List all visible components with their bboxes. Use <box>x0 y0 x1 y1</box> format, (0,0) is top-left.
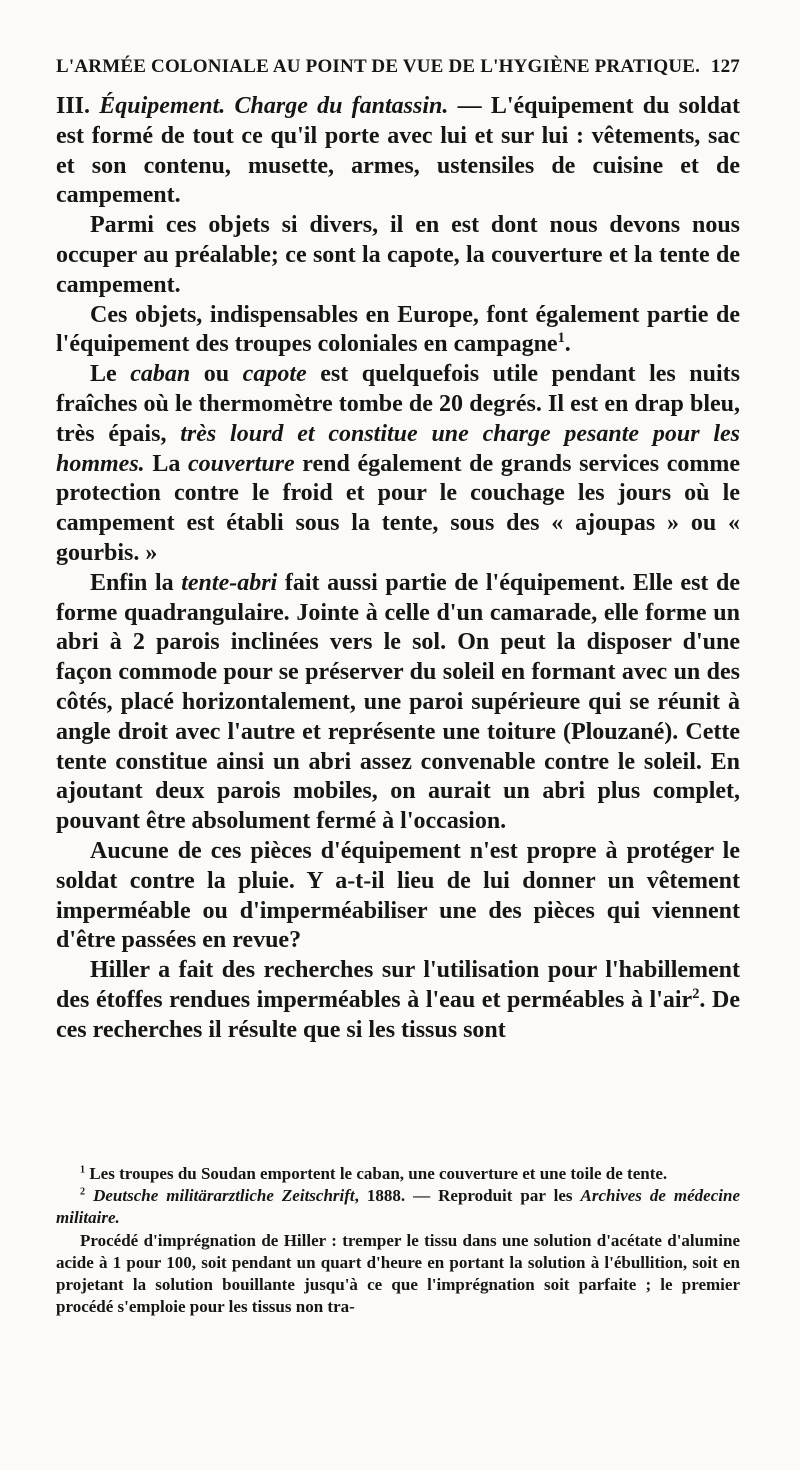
footnote-mark-2: 2 <box>80 1186 86 1198</box>
main-text <box>56 92 740 1046</box>
section-number: III. <box>56 93 91 119</box>
emphasis-charge: très lourd et constitue une charge pesante pour les hommes. <box>56 420 740 477</box>
paragraph-5-seg-1: Enfin la <box>90 569 182 596</box>
footnote-1 <box>56 1163 740 1185</box>
footnote-1-text: Les troupes du Soudan emportent le caban, une couverture et une toile de tente. <box>85 1164 668 1183</box>
paragraph-4-seg-2: ou <box>190 361 243 388</box>
footnote-2-text: , 1888. — Reproduit par les <box>354 1186 581 1206</box>
section-heading: Équipement. Charge du fantassin. <box>99 93 449 119</box>
paragraph-4-seg-5: rend également de grands services comme protection contre le froid et pour le couchage les jours où le campement est établi sous la tente, sous des « ajoupas » ou « gourbis. » <box>56 450 740 566</box>
footnote-ref-2: 2 <box>692 985 700 1002</box>
paragraph-7-text: Hiller a fait des recherches sur l'utilisation pour l'habillement des étoffes rendues imperméables à l'eau et perméables à l'air <box>56 957 740 1013</box>
page-number: 127 <box>710 56 740 77</box>
paragraph-2: Parmi ces objets si divers, il en est dont nous devons nous occuper au préalable; ce sont la capote, la couverture et la tente de campement. <box>56 212 740 298</box>
footnote-mark-1: 1 <box>80 1164 86 1176</box>
archives-title: Archives de médecine militaire. <box>56 1186 741 1228</box>
paragraph-5-seg-2: fait aussi partie de l'équipement. Elle est de forme quadrangulaire. Jointe à celle d'un camarade, elle forme un abri à 2 parois inclinées vers le sol. On peut la disposer d'une façon commode pour se préserver du soleil en formant avec un des côtés, placé horizontalement, une paroi supérieure qui se réunit à angle droit avec l'autre et représente une toiture (Plouzané). Cette tente constitue ainsi un abri assez convenable contre le soleil. En ajoutant deux parois mobiles, on aurait un abri plus complet, pouvant être absolument fermé à l'occasion. <box>56 569 740 835</box>
footnote-2 <box>56 1185 740 1229</box>
paragraph-7-end: . De ces recherches il résulte que si les tissus sont <box>56 986 740 1043</box>
paragraph-6: Aucune de ces pièces d'équipement n'est propre à protéger le soldat contre la pluie. Y a-t-il lieu de lui donner un vêtement imperméable ou d'imperméabiliser une des pièces qui viennent d'être passées en revue? <box>56 837 740 954</box>
paragraph-4-seg-4: La <box>144 450 188 477</box>
journal-title: Deutsche militärarztliche Zeitschrift <box>93 1186 355 1206</box>
footnote-ref-1: 1 <box>557 330 565 347</box>
running-title: L'ARMÉE COLONIALE AU POINT DE VUE DE L'HYGIÈNE PRATIQUE. <box>56 56 701 77</box>
running-header <box>56 56 740 78</box>
paragraph-3-end: . <box>564 331 571 358</box>
paragraph-1 <box>56 92 740 211</box>
paragraph-4-seg-1: Le <box>90 361 131 388</box>
term-tente-abri: tente-abri <box>181 569 278 596</box>
paragraph-3-text: Ces objets, indispensables en Europe, font également partie de l'équipement des troupes coloniales en campagne <box>56 301 740 358</box>
paragraph-4 <box>56 360 740 569</box>
paragraph-7 <box>56 956 740 1045</box>
paragraph-3 <box>56 301 740 361</box>
term-capote: capote <box>242 361 307 388</box>
paragraph-4-seg-3: est quelquefois utile pendant les nuits fraîches où le thermomètre tombe de 20 degrés. Il est en drap bleu, très épais, <box>56 361 740 447</box>
term-couverture: couverture <box>188 450 295 477</box>
paragraph-1-text: — L'équipement du soldat est formé de tout ce qu'il porte avec lui et sur lui : vêtements, sac et son contenu, musette, armes, ustensiles de cuisine et de campement. <box>56 93 741 209</box>
paragraph-5 <box>56 569 740 837</box>
term-caban: caban <box>130 361 191 388</box>
footnotes <box>56 1163 740 1318</box>
footnote-3: Procédé d'imprégnation de Hiller : tremper le tissu dans une solution d'acétate d'alumine acide à 1 pour 100, soit pendant un quart d'heure en portant la solution à l'ébullition, soit en projetant la solution bouillante jusqu'à ce que l'imprégnation soit parfaite ; le premier procédé s'emploie pour les tissus non tra- <box>56 1230 740 1317</box>
